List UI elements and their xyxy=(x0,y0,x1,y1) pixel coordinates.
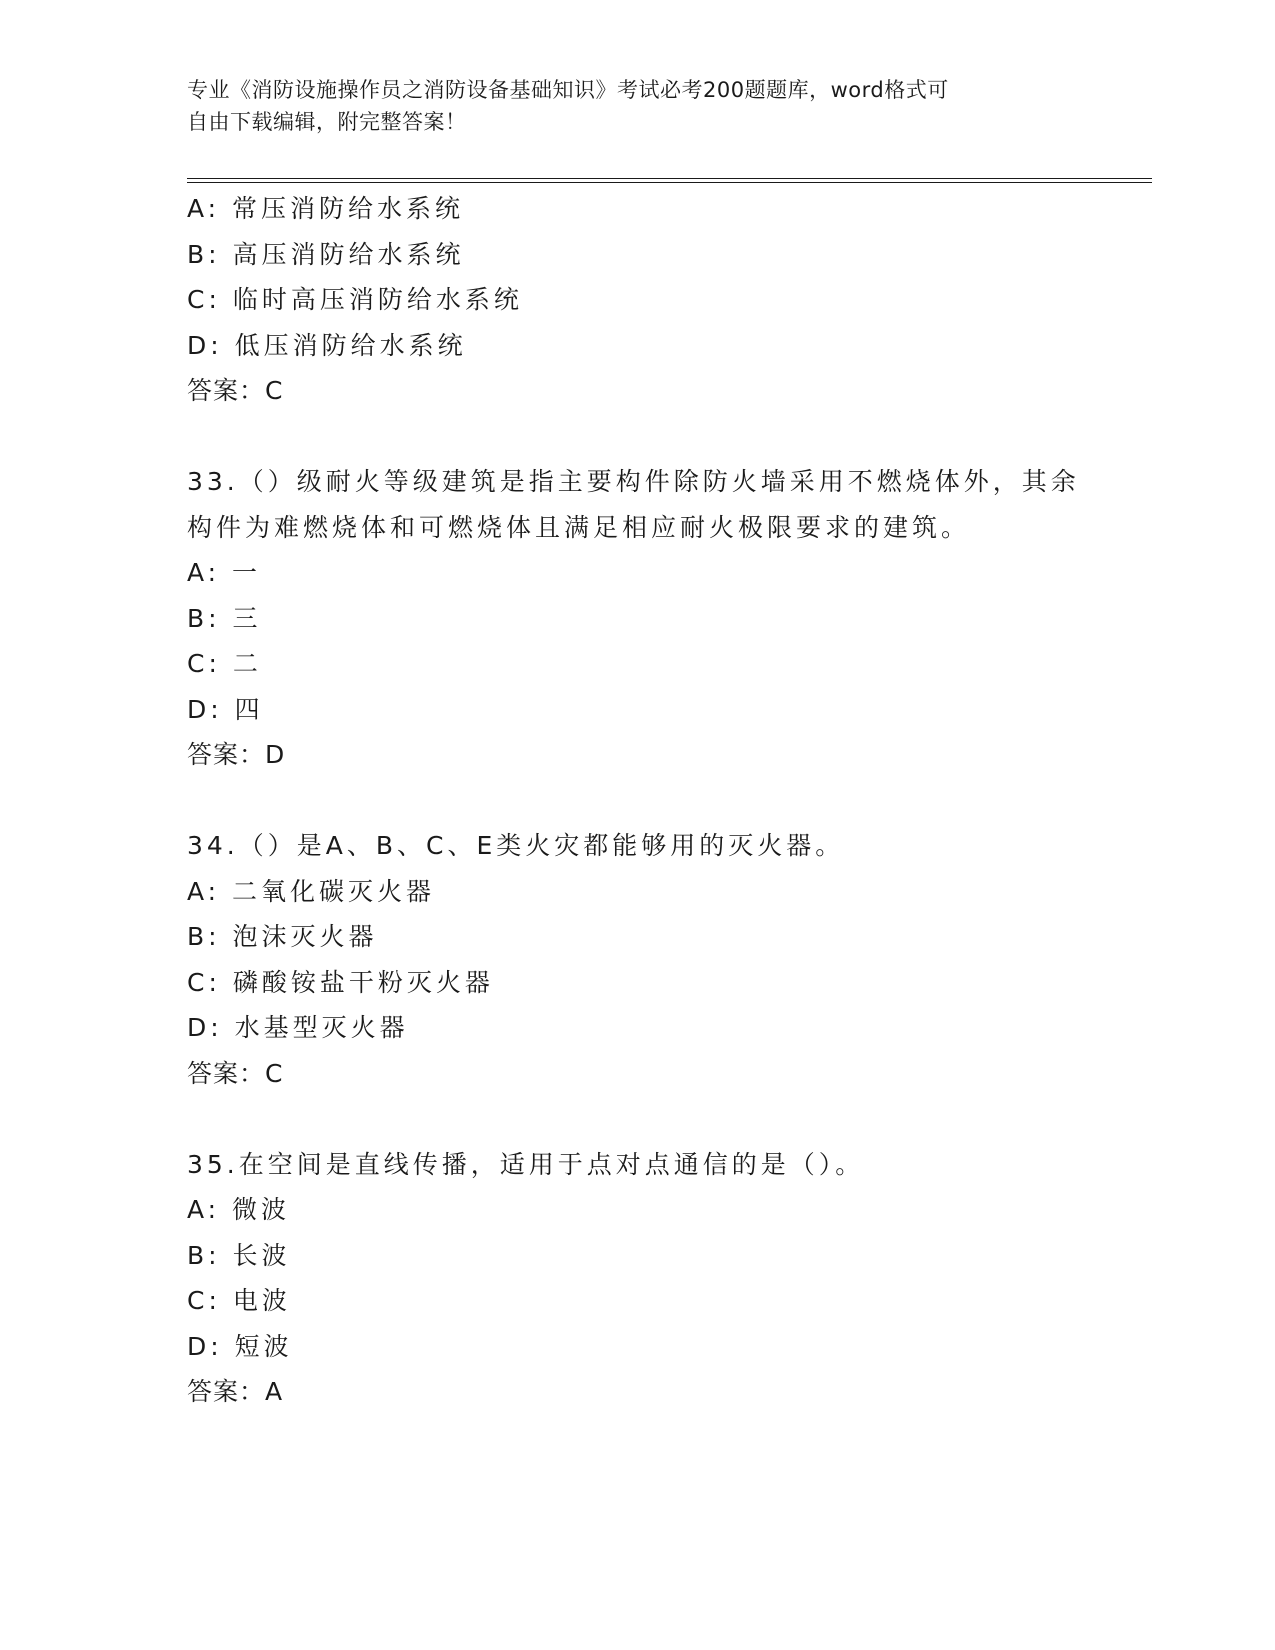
header-divider-top xyxy=(187,178,1152,179)
question-spacer xyxy=(187,414,1087,460)
option-c: C: 二 xyxy=(187,649,262,678)
option-d: D: 四 xyxy=(187,694,264,724)
question-stem-line-2: 构件为难燃烧体和可燃烧体且满足相应耐火极限要求的建筑。 xyxy=(187,512,971,542)
question-32-block xyxy=(187,186,1087,414)
question-spacer xyxy=(187,778,1087,824)
option-b: B: 三 xyxy=(187,603,262,633)
option-b: B: 长波 xyxy=(187,1240,291,1270)
option-c: C: 磷酸铵盐干粉灭火器 xyxy=(187,967,494,997)
answer-line: 答案：A xyxy=(187,1377,284,1406)
answer-line: 答案：D xyxy=(187,740,286,769)
option-d: D: 短波 xyxy=(187,1331,293,1361)
answer-line: 答案：C xyxy=(187,1058,284,1088)
question-list xyxy=(187,186,1087,1415)
option-c: C: 临时高压消防给水系统 xyxy=(187,285,523,314)
header-title-line-1: 专业《消防设施操作员之消防设备基础知识》考试必考200题题库，word格式可 xyxy=(187,78,949,102)
question-spacer xyxy=(187,1096,1087,1142)
question-34-block xyxy=(187,823,1087,1096)
header-divider-bottom xyxy=(187,182,1152,183)
option-c: C: 电波 xyxy=(187,1286,291,1315)
option-d: D: 水基型灭火器 xyxy=(187,1013,409,1042)
option-a: A: 微波 xyxy=(187,1195,291,1224)
question-stem: 35.在空间是直线传播，适用于点对点通信的是（）。 xyxy=(187,1149,865,1179)
question-stem: 34.（）是A、B、C、E类火灾都能够用的灭火器。 xyxy=(187,831,845,860)
question-35-block xyxy=(187,1142,1087,1415)
question-33-block xyxy=(187,459,1087,778)
header-title-line-2: 自由下载编辑，附完整答案！ xyxy=(187,110,467,134)
option-b: B: 泡沫灭火器 xyxy=(187,922,378,951)
question-stem-line-1: 33.（）级耐火等级建筑是指主要构件除防火墙采用不燃烧体外，其余 xyxy=(187,467,1080,496)
document-header xyxy=(187,74,1067,138)
option-b: B: 高压消防给水系统 xyxy=(187,239,465,269)
option-a: A: 常压消防给水系统 xyxy=(187,194,465,223)
option-a: A: 一 xyxy=(187,558,262,587)
option-a: A: 二氧化碳灭火器 xyxy=(187,876,436,906)
option-d: D: 低压消防给水系统 xyxy=(187,330,467,360)
answer-line: 答案：C xyxy=(187,376,284,405)
